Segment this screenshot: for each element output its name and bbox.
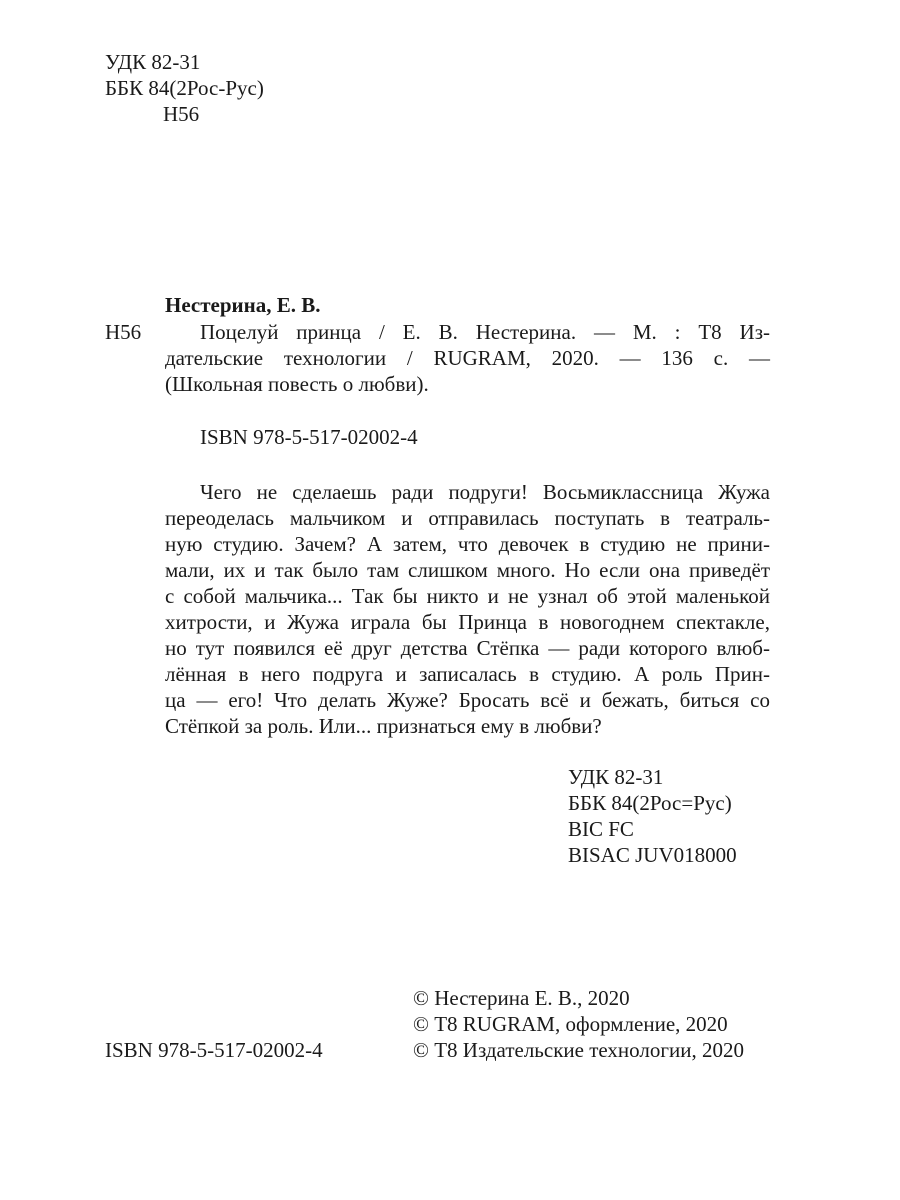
isbn: ISBN 978-5-517-02002-4 (200, 425, 418, 449)
copyright-line: © Т8 Издательские технологии, 2020 (413, 1038, 744, 1062)
footer-isbn: ISBN 978-5-517-02002-4 (105, 1038, 323, 1062)
annotation-line: переоделась мальчиком и отправилась поступать в театраль- (165, 506, 770, 530)
annotation-line: Чего не сделаешь ради подруги! Восьмиклассница Жужа (200, 480, 770, 504)
description (165, 319, 770, 397)
annotation-line: но тут появился её друг детства Стёпка — ради которого влюб- (165, 636, 770, 660)
author-mark: Н56 (105, 320, 142, 344)
classification-codes (568, 764, 737, 868)
classification-udk: УДК 82-31 (568, 765, 664, 789)
copyright-block (413, 985, 744, 1063)
description-line: дательские технологии / RUGRAM, 2020. — 136 с. — (165, 346, 770, 370)
annotation-line: с собой мальчика... Так бы никто и не узнал об этой маленькой (165, 584, 770, 608)
description-line: Поцелуй принца / Е. В. Нестерина. — М. : Т8 Из- (200, 320, 770, 344)
annotation-line: мали, их и так было там слишком много. Но если она приведёт (165, 558, 770, 582)
annotation-line: хитрости, и Жужа играла бы Принца в новогоднем спектакле, (165, 610, 770, 634)
author-heading-text: Нестерина, Е. В. (165, 293, 321, 317)
annotation-line: ную студию. Зачем? А затем, что девочек в студию не прини- (165, 532, 770, 556)
annotation (165, 479, 770, 739)
classification-bisac: BISAC JUV018000 (568, 843, 737, 867)
header-author-mark: Н56 (163, 102, 200, 126)
header-udk: УДК 82-31 (105, 50, 201, 74)
copyright-line: © Т8 RUGRAM, оформление, 2020 (413, 1012, 728, 1036)
annotation-line: ца — его! Что делать Жуже? Бросать всё и бежать, биться со (165, 688, 770, 712)
classification-bic: BIC FC (568, 817, 634, 841)
annotation-line: Стёпкой за роль. Или... признаться ему в любви? (165, 714, 602, 738)
description-line: (Школьная повесть о любви). (165, 372, 429, 396)
copyright-line: © Нестерина Е. В., 2020 (413, 986, 630, 1010)
classification-bbk: ББК 84(2Рос=Рус) (568, 791, 732, 815)
annotation-line: лённая в него подруга и записалась в студию. А роль Прин- (165, 662, 770, 686)
author-heading (165, 292, 321, 318)
header-bbk: ББК 84(2Рос-Рус) (105, 76, 264, 100)
